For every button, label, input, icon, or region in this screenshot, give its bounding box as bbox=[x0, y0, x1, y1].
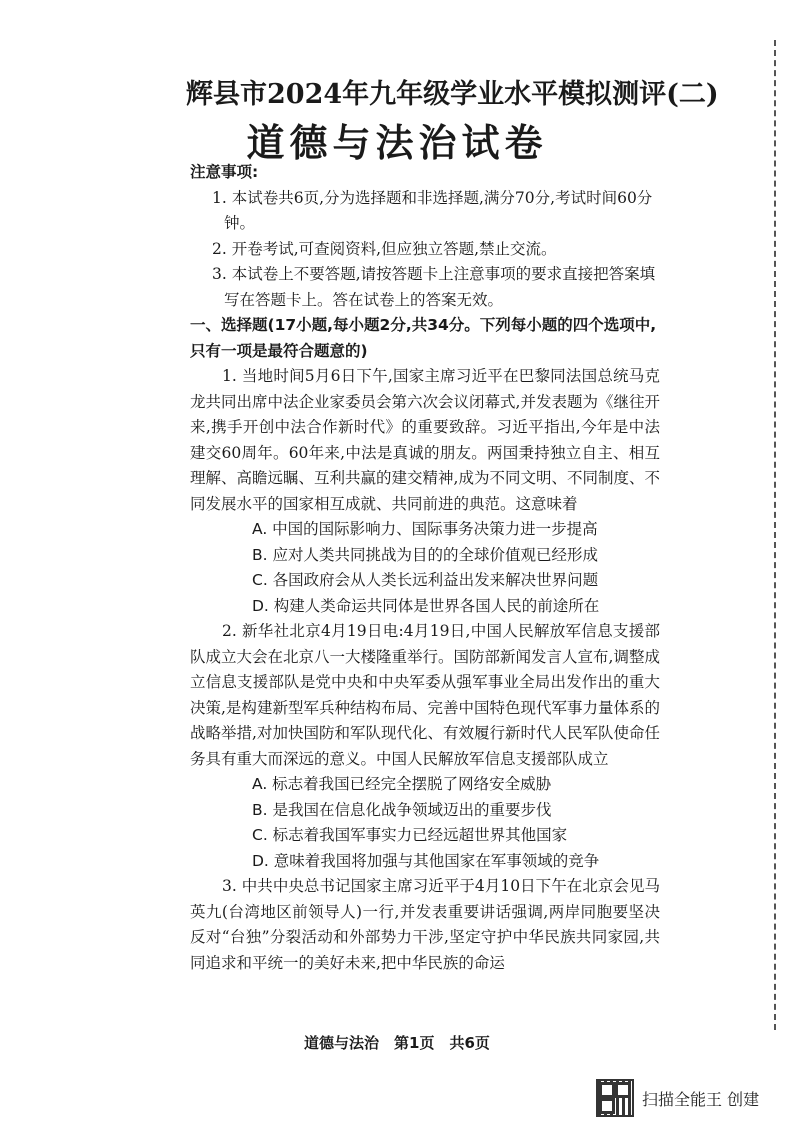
question-stem: 2. 新华社北京4月19日电:4月19日,中国人民解放军信息支援部队成立大会在北京八一大楼隆重举行。国防部新闻发言人宣布,调整成立信息支援部队是党中央和中央军委从强军事业全局出发作出的重大决策,是构建新型军兵种结构布局、完善中国特色现代军事力量体系的战略举措,对加快国防和军队现代化、有效履行新时代人民军队使命任务具有重大而深远的意义。中国人民解放军信息支援部队成立 bbox=[190, 622, 660, 768]
page-footer: 道德与法治 第1页 共6页 bbox=[304, 1034, 490, 1052]
watermark-text: 扫描全能王 创建 bbox=[642, 1089, 760, 1109]
question-option: B. 应对人类共同挑战为目的的全球价值观已经形成 bbox=[252, 545, 598, 564]
notice-item: 2. 开卷考试,可查阅资料,但应独立答题,禁止交流。 bbox=[212, 239, 557, 258]
question-option: D. 意味着我国将加强与其他国家在军事领域的竞争 bbox=[252, 851, 600, 870]
question-option: C. 各国政府会从人类长远利益出发来解决世界问题 bbox=[252, 571, 599, 589]
binding-dashed-line bbox=[774, 40, 776, 1030]
scanner-watermark bbox=[596, 1078, 759, 1118]
question-stem: 3. 中共中央总书记国家主席习近平于4月10日下午在北京会见马英九(台湾地区前领导人)一行,并发表重要讲话强调,两岸同胞要坚决反对“台独”分裂活动和外部势力干涉,坚定守护中华民族共同家园,共同追求和平统一的美好未来,把中华民族的命运 bbox=[190, 877, 660, 972]
question-option: A. 中国的国际影响力、国际事务决策力进一步提高 bbox=[252, 520, 598, 538]
section-title: 一、选择题(17小题,每小题2分,共34分。下列每小题的四个选项中,只有一项是最符合题意的) bbox=[190, 316, 657, 360]
question-option: D. 构建人类命运共同体是世界各国人民的前途所在 bbox=[252, 596, 600, 615]
question-stem: 1. 当地时间5月6日下午,国家主席习近平在巴黎同法国总统马克龙共同出席中法企业家委员会第六次会议闭幕式,并发表题为《继往开来,携手开创中法合作新时代》的重要致辞。习近平指出,今年是中法建交60周年。60年来,中法是真诚的朋友。两国秉持独立自主、相互理解、高瞻远瞩、互利共赢的建交精神,成为不同文明、不同制度、不同发展水平的国家相互成就、共同前进的典范。这意味着 bbox=[190, 367, 660, 513]
subject-title: 道德与法治试卷 bbox=[246, 120, 548, 165]
exam-header: 辉县市2024年九年级学业水平模拟测评(二) bbox=[186, 79, 719, 110]
exam-content bbox=[190, 160, 660, 976]
notice-item: 3. 本试卷上不要答题,请按答题卡上注意事项的要求直接把答案填写在答题卡上。答在试卷上的答案无效。 bbox=[212, 265, 656, 309]
notice-item: 1. 本试卷共6页,分为选择题和非选择题,满分70分,考试时间60分钟。 bbox=[212, 188, 653, 232]
notice-title: 注意事项: bbox=[190, 163, 259, 181]
qr-code-icon bbox=[596, 1079, 634, 1117]
question-option: A. 标志着我国已经完全摆脱了网络安全威胁 bbox=[252, 775, 552, 793]
question-option: C. 标志着我国军事实力已经远超世界其他国家 bbox=[252, 826, 568, 844]
question-option: B. 是我国在信息化战争领域迈出的重要步伐 bbox=[252, 800, 552, 819]
